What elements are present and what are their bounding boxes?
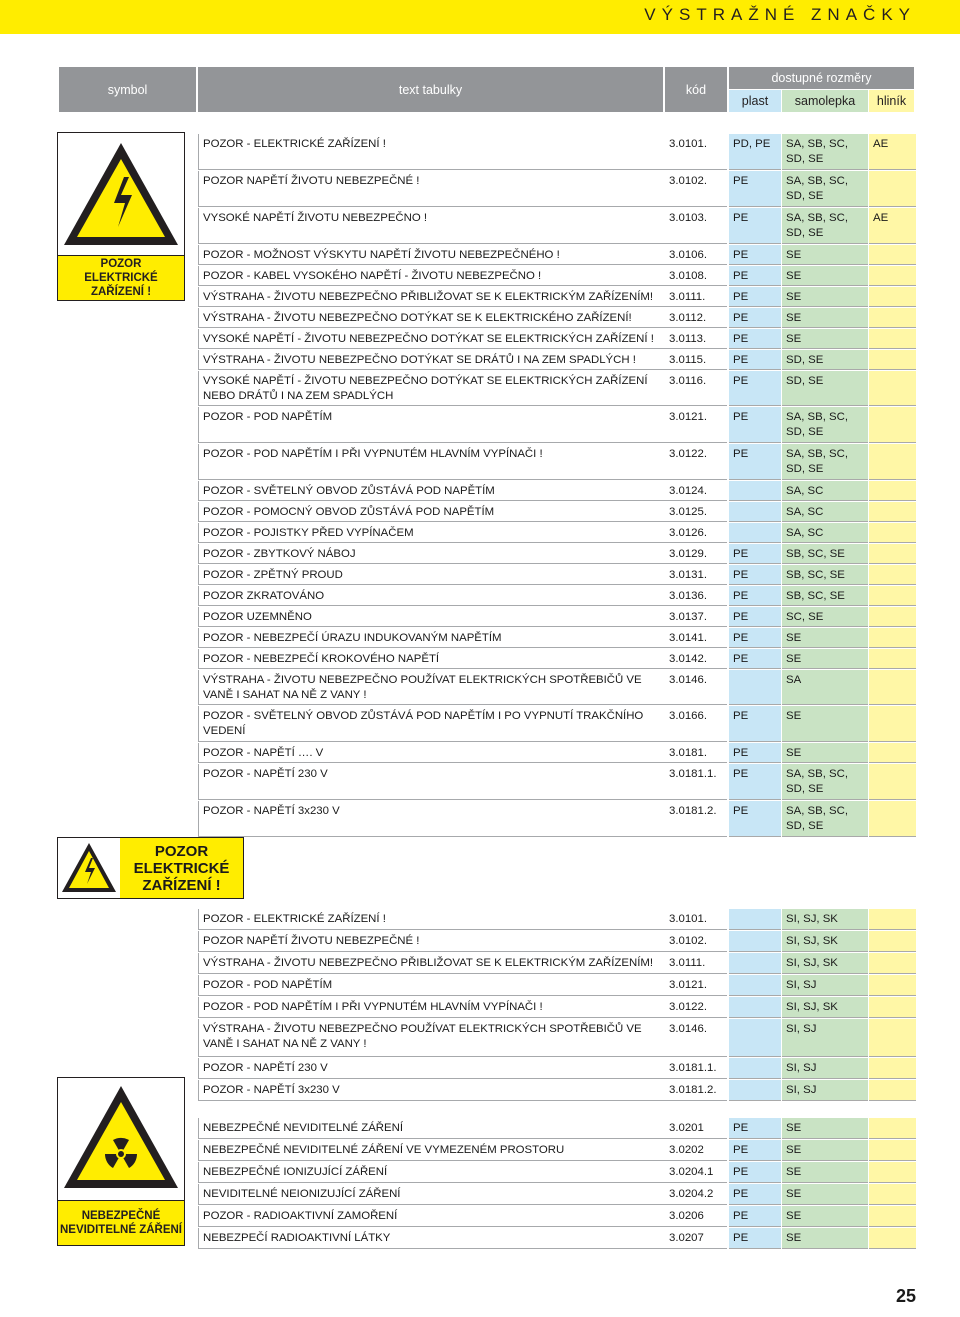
cell-plast: PE <box>729 743 781 763</box>
cell-text: POZOR - SVĚTELNÝ OBVOD ZŮSTÁVÁ POD NAPĚTÍM I PO VYPNUTÍ TRAKČNÍHO VEDENÍ <box>198 706 665 742</box>
cell-hlinik <box>869 266 916 286</box>
cell-hlinik <box>869 649 916 669</box>
cell-samolepka: SA, SC <box>782 481 868 501</box>
cell-hlinik <box>869 565 916 585</box>
cell-plast <box>729 481 781 501</box>
cell-samolepka: SD, SE <box>782 371 868 406</box>
table-row <box>198 997 916 1018</box>
cell-plast <box>729 670 781 705</box>
cell-hlinik <box>869 801 916 837</box>
cell-plast: PE <box>729 607 781 627</box>
cell-samolepka: SE <box>782 1228 868 1249</box>
cell-hlinik <box>869 308 916 328</box>
header-text-label: text tabulky <box>398 82 463 97</box>
table-row <box>198 350 916 370</box>
page-number: 25 <box>895 1286 916 1306</box>
cell-samolepka: SI, SJ, SK <box>782 909 868 930</box>
cell-code: 3.0121. <box>665 975 727 996</box>
cell-hlinik: AE <box>869 134 916 170</box>
cell-text: VYSOKÉ NAPĚTÍ - ŽIVOTU NEBEZPEČNO DOTÝKAT SE ELEKTRICKÝCH ZAŘÍZENÍ NEBO DRÁTŮ I NA ZEM SPADLÝCH <box>198 371 665 406</box>
cell-plast: PE <box>729 371 781 406</box>
table-row <box>198 544 916 564</box>
cell-plast: PE <box>729 764 781 800</box>
cell-hlinik <box>869 1019 916 1057</box>
sign2-line3: ZAŘÍZENÍ ! <box>142 876 221 894</box>
cell-text: POZOR NAPĚTÍ ŽIVOTU NEBEZPEČNÉ ! <box>198 931 665 952</box>
cell-samolepka: SI, SJ, SK <box>782 953 868 974</box>
cell-plast: PE <box>729 245 781 265</box>
cell-code: 3.0201 <box>665 1118 727 1139</box>
cell-text: POZOR - NAPĚTÍ 230 V <box>198 764 665 800</box>
table-row <box>198 1162 916 1183</box>
title-bar <box>0 0 960 34</box>
cell-samolepka: SA, SB, SC, SD, SE <box>782 801 868 837</box>
cell-code: 3.0121. <box>665 407 727 443</box>
cell-text: POZOR - MOŽNOST VÝSKYTU NAPĚTÍ ŽIVOTU NEBEZPEČNÉHO ! <box>198 245 665 265</box>
cell-hlinik <box>869 481 916 501</box>
cell-code: 3.0204.1 <box>665 1162 727 1183</box>
cell-code: 3.0124. <box>665 481 727 501</box>
cell-samolepka: SA, SB, SC, SD, SE <box>782 407 868 443</box>
cell-code: 3.0206 <box>665 1206 727 1227</box>
cell-samolepka: SE <box>782 649 868 669</box>
cell-plast <box>729 1058 781 1079</box>
cell-samolepka: SB, SC, SE <box>782 565 868 585</box>
cell-code: 3.0101. <box>665 909 727 930</box>
cell-code: 3.0136. <box>665 586 727 606</box>
table-row <box>198 329 916 349</box>
cell-hlinik <box>869 586 916 606</box>
cell-hlinik <box>869 1080 916 1101</box>
cell-samolepka: SE <box>782 1162 868 1183</box>
cell-code: 3.0108. <box>665 266 727 286</box>
header-text <box>198 67 663 112</box>
cell-text: POZOR NAPĚTÍ ŽIVOTU NEBEZPEČNÉ ! <box>198 171 665 207</box>
table-electrical-small <box>198 909 916 1102</box>
cell-code: 3.0181.2. <box>665 801 727 837</box>
cell-plast <box>729 931 781 952</box>
header-plast <box>729 90 781 112</box>
table-row <box>198 801 916 837</box>
table-row <box>198 287 916 307</box>
cell-code: 3.0111. <box>665 953 727 974</box>
cell-samolepka: SC, SE <box>782 607 868 627</box>
cell-code: 3.0115. <box>665 350 727 370</box>
cell-code: 3.0122. <box>665 444 727 480</box>
cell-hlinik <box>869 523 916 543</box>
table-row <box>198 743 916 763</box>
cell-code: 3.0106. <box>665 245 727 265</box>
sign-radiation <box>57 1077 185 1246</box>
table-row <box>198 502 916 522</box>
cell-code: 3.0131. <box>665 565 727 585</box>
cell-hlinik <box>869 245 916 265</box>
table-row <box>198 1140 916 1161</box>
table-row <box>198 245 916 265</box>
cell-samolepka: SE <box>782 706 868 742</box>
cell-samolepka: SI, SJ <box>782 1019 868 1057</box>
cell-hlinik <box>869 350 916 370</box>
cell-samolepka: SI, SJ <box>782 1058 868 1079</box>
table-row <box>198 706 916 742</box>
cell-plast <box>729 953 781 974</box>
header-samolepka-label: samolepka <box>794 94 856 108</box>
cell-hlinik <box>869 975 916 996</box>
cell-samolepka: SE <box>782 1140 868 1161</box>
cell-text: POZOR - POD NAPĚTÍM <box>198 975 665 996</box>
cell-text: VÝSTRAHA - ŽIVOTU NEBEZPEČNO POUŽÍVAT ELEKTRICKÝCH SPOTŘEBIČŮ VE VANĚ I SAHAT NA NĚ Z VANY ! <box>198 1019 665 1057</box>
cell-plast: PE <box>729 1184 781 1205</box>
sign3-line1: NEBEZPEČNÉ <box>81 1210 161 1222</box>
cell-text: POZOR - ZBYTKOVÝ NÁBOJ <box>198 544 665 564</box>
table-row <box>198 134 916 170</box>
cell-plast: PE <box>729 1162 781 1183</box>
cell-hlinik <box>869 371 916 406</box>
cell-samolepka: SA, SB, SC, SD, SE <box>782 208 868 244</box>
cell-plast <box>729 1019 781 1057</box>
cell-samolepka: SE <box>782 1118 868 1139</box>
sign1-line1: POZOR <box>100 258 142 270</box>
sign2-line1: POZOR <box>154 842 209 860</box>
cell-hlinik <box>869 931 916 952</box>
cell-hlinik <box>869 743 916 763</box>
header-code-label: kód <box>685 82 707 97</box>
table-row <box>198 670 916 705</box>
cell-samolepka: SA, SC <box>782 523 868 543</box>
header-sizes <box>729 67 914 89</box>
header-hlinik <box>869 90 914 112</box>
sign1-line2: ELEKTRICKÉ ZAŘÍZENÍ ! <box>84 272 158 298</box>
table-row <box>198 407 916 443</box>
cell-code: 3.0112. <box>665 308 727 328</box>
table-row <box>198 649 916 669</box>
table-row <box>198 1206 916 1227</box>
cell-text: POZOR - ZPĚTNÝ PROUD <box>198 565 665 585</box>
cell-code: 3.0102. <box>665 171 727 207</box>
cell-plast: PE <box>729 350 781 370</box>
cell-code: 3.0181.2. <box>665 1080 727 1101</box>
cell-plast <box>729 523 781 543</box>
cell-hlinik <box>869 953 916 974</box>
cell-text: VYSOKÉ NAPĚTÍ - ŽIVOTU NEBEZPEČNO DOTÝKAT SE ELEKTRICKÝCH ZAŘÍZENÍ ! <box>198 329 665 349</box>
sign2-line2: ELEKTRICKÉ <box>133 859 230 877</box>
header-samolepka <box>782 90 868 112</box>
cell-text: NEBEZPEČNÉ IONIZUJÍCÍ ZÁŘENÍ <box>198 1162 665 1183</box>
sign-electric-caption <box>58 255 184 300</box>
cell-plast: PE <box>729 1228 781 1249</box>
table-row <box>198 371 916 406</box>
cell-code: 3.0146. <box>665 670 727 705</box>
cell-samolepka: SA, SC <box>782 502 868 522</box>
cell-code: 3.0146. <box>665 1019 727 1057</box>
table-row <box>198 975 916 996</box>
cell-hlinik <box>869 1228 916 1249</box>
cell-samolepka: SE <box>782 308 868 328</box>
header-sizes-label: dostupné rozměry <box>771 71 872 85</box>
radiation-icon <box>58 1080 184 1200</box>
cell-text: NEBEZPEČNÉ NEVIDITELNÉ ZÁŘENÍ VE VYMEZENÉM PROSTORU <box>198 1140 665 1161</box>
cell-hlinik <box>869 287 916 307</box>
cell-code: 3.0116. <box>665 371 727 406</box>
table-row <box>198 1019 916 1057</box>
cell-plast <box>729 502 781 522</box>
cell-plast: PE <box>729 171 781 207</box>
table-row <box>198 764 916 800</box>
cell-hlinik <box>869 1140 916 1161</box>
cell-code: 3.0126. <box>665 523 727 543</box>
cell-samolepka: SE <box>782 628 868 648</box>
cell-hlinik: AE <box>869 208 916 244</box>
cell-plast <box>729 997 781 1018</box>
cell-hlinik <box>869 544 916 564</box>
cell-samolepka: SB, SC, SE <box>782 586 868 606</box>
cell-plast: PE <box>729 586 781 606</box>
table-electrical <box>198 134 916 838</box>
cell-text: VÝSTRAHA - ŽIVOTU NEBEZPEČNO DOTÝKAT SE DRÁTŮ I NA ZEM SPADLÝCH ! <box>198 350 665 370</box>
cell-samolepka: SA, SB, SC, SD, SE <box>782 171 868 207</box>
cell-plast <box>729 1080 781 1101</box>
cell-plast: PE <box>729 287 781 307</box>
cell-samolepka: SD, SE <box>782 350 868 370</box>
table-row <box>198 523 916 543</box>
cell-code: 3.0101. <box>665 134 727 170</box>
sign3-line2: NEVIDITELNÉ ZÁŘENÍ <box>59 1224 183 1236</box>
cell-hlinik <box>869 607 916 627</box>
cell-text: VÝSTRAHA - ŽIVOTU NEBEZPEČNO PŘIBLIŽOVAT SE K ELEKTRICKÝM ZAŘÍZENÍM! <box>198 287 665 307</box>
cell-hlinik <box>869 444 916 480</box>
cell-text: POZOR - NEBEZPEČÍ ÚRAZU INDUKOVANÝM NAPĚTÍM <box>198 628 665 648</box>
cell-text: POZOR - NAPĚTÍ 230 V <box>198 1058 665 1079</box>
cell-hlinik <box>869 1118 916 1139</box>
cell-plast: PE <box>729 308 781 328</box>
cell-code: 3.0137. <box>665 607 727 627</box>
cell-code: 3.0122. <box>665 997 727 1018</box>
cell-samolepka: SI, SJ <box>782 1080 868 1101</box>
cell-samolepka: SE <box>782 287 868 307</box>
cell-samolepka: SE <box>782 329 868 349</box>
cell-plast: PE <box>729 649 781 669</box>
page-title: VÝSTRAŽNÉ ZNAČKY <box>644 5 916 24</box>
sign-electric-horizontal <box>57 837 244 899</box>
cell-plast: PE <box>729 1206 781 1227</box>
cell-plast: PE <box>729 329 781 349</box>
cell-samolepka: SI, SJ, SK <box>782 997 868 1018</box>
cell-hlinik <box>869 502 916 522</box>
table-row <box>198 1080 916 1101</box>
cell-code: 3.0125. <box>665 502 727 522</box>
cell-hlinik <box>869 1162 916 1183</box>
cell-hlinik <box>869 1058 916 1079</box>
cell-text: POZOR - POD NAPĚTÍM <box>198 407 665 443</box>
cell-code: 3.0181.1. <box>665 764 727 800</box>
cell-text: POZOR - KABEL VYSOKÉHO NAPĚTÍ - ŽIVOTU NEBEZPEČNO ! <box>198 266 665 286</box>
cell-samolepka: SI, SJ <box>782 975 868 996</box>
cell-samolepka: SE <box>782 1206 868 1227</box>
cell-hlinik <box>869 670 916 705</box>
cell-plast: PE <box>729 208 781 244</box>
table-row <box>198 1118 916 1139</box>
table-row <box>198 208 916 244</box>
high-voltage-icon <box>58 137 184 257</box>
cell-plast: PE <box>729 628 781 648</box>
table-row <box>198 628 916 648</box>
header-symbol <box>59 67 196 112</box>
cell-text: NEVIDITELNÉ NEIONIZUJÍCÍ ZÁŘENÍ <box>198 1184 665 1205</box>
cell-code: 3.0181. <box>665 743 727 763</box>
cell-code: 3.0181.1. <box>665 1058 727 1079</box>
table-radiation <box>198 1118 916 1250</box>
cell-text: POZOR ZKRATOVÁNO <box>198 586 665 606</box>
header-hlinik-label: hliník <box>876 94 907 108</box>
header-plast-label: plast <box>741 94 769 108</box>
cell-text: POZOR - NEBEZPEČÍ KROKOVÉHO NAPĚTÍ <box>198 649 665 669</box>
cell-samolepka: SA, SB, SC, SD, SE <box>782 134 868 170</box>
cell-hlinik <box>869 706 916 742</box>
cell-code: 3.0142. <box>665 649 727 669</box>
table-row <box>198 308 916 328</box>
cell-text: POZOR - NAPĚTÍ 3x230 V <box>198 801 665 837</box>
header-symbol-label: symbol <box>107 82 148 97</box>
table-row <box>198 607 916 627</box>
cell-plast: PE <box>729 706 781 742</box>
cell-hlinik <box>869 1206 916 1227</box>
cell-text: POZOR - SVĚTELNÝ OBVOD ZŮSTÁVÁ POD NAPĚTÍM <box>198 481 665 501</box>
cell-text: VÝSTRAHA - ŽIVOTU NEBEZPEČNO POUŽÍVAT ELEKTRICKÝCH SPOTŘEBIČŮ VE VANĚ I SAHAT NA NĚ Z VANY ! <box>198 670 665 705</box>
sign2-caption <box>120 838 243 898</box>
cell-plast: PE <box>729 801 781 837</box>
cell-plast: PE <box>729 544 781 564</box>
table-row <box>198 1058 916 1079</box>
table-row <box>198 931 916 952</box>
cell-code: 3.0113. <box>665 329 727 349</box>
cell-code: 3.0102. <box>665 931 727 952</box>
cell-text: NEBEZPEČNÉ NEVIDITELNÉ ZÁŘENÍ <box>198 1118 665 1139</box>
table-row <box>198 1184 916 1205</box>
cell-samolepka: SE <box>782 1184 868 1205</box>
cell-hlinik <box>869 764 916 800</box>
cell-samolepka: SA <box>782 670 868 705</box>
cell-hlinik <box>869 1184 916 1205</box>
cell-code: 3.0207 <box>665 1228 727 1249</box>
table-row <box>198 565 916 585</box>
table-row <box>198 1228 916 1249</box>
cell-text: VÝSTRAHA - ŽIVOTU NEBEZPEČNO DOTÝKAT SE K ELEKTRICKÉHO ZAŘÍZENÍ! <box>198 308 665 328</box>
cell-text: POZOR - NAPĚTÍ 3x230 V <box>198 1080 665 1101</box>
cell-text: NEBEZPEČÍ RADIOAKTIVNÍ LÁTKY <box>198 1228 665 1249</box>
cell-text: VYSOKÉ NAPĚTÍ ŽIVOTU NEBEZPEČNO ! <box>198 208 665 244</box>
cell-hlinik <box>869 407 916 443</box>
cell-text: POZOR - ELEKTRICKÉ ZAŘÍZENÍ ! <box>198 134 665 170</box>
cell-code: 3.0141. <box>665 628 727 648</box>
table-row <box>198 953 916 974</box>
cell-code: 3.0166. <box>665 706 727 742</box>
cell-text: POZOR - POD NAPĚTÍM I PŘI VYPNUTÉM HLAVNÍM VYPÍNAČI ! <box>198 997 665 1018</box>
table-row <box>198 481 916 501</box>
cell-text: POZOR - ELEKTRICKÉ ZAŘÍZENÍ ! <box>198 909 665 930</box>
cell-samolepka: SA, SB, SC, SD, SE <box>782 764 868 800</box>
sign-radiation-caption <box>58 1200 184 1245</box>
cell-text: POZOR - POMOCNÝ OBVOD ZŮSTÁVÁ POD NAPĚTÍM <box>198 502 665 522</box>
cell-text: POZOR UZEMNĚNO <box>198 607 665 627</box>
cell-text: VÝSTRAHA - ŽIVOTU NEBEZPEČNO PŘIBLIŽOVAT SE K ELEKTRICKÝM ZAŘÍZENÍM! <box>198 953 665 974</box>
cell-code: 3.0204.2 <box>665 1184 727 1205</box>
cell-text: POZOR - RADIOAKTIVNÍ ZAMOŘENÍ <box>198 1206 665 1227</box>
table-row <box>198 444 916 480</box>
cell-text: POZOR - POD NAPĚTÍM I PŘI VYPNUTÉM HLAVNÍM VYPÍNAČI ! <box>198 444 665 480</box>
cell-plast: PE <box>729 1118 781 1139</box>
cell-plast: PD, PE <box>729 134 781 170</box>
cell-plast <box>729 975 781 996</box>
cell-samolepka: SE <box>782 245 868 265</box>
cell-plast <box>729 909 781 930</box>
cell-hlinik <box>869 329 916 349</box>
cell-samolepka: SB, SC, SE <box>782 544 868 564</box>
cell-samolepka: SI, SJ, SK <box>782 931 868 952</box>
high-voltage-icon <box>58 838 120 898</box>
cell-hlinik <box>869 909 916 930</box>
cell-samolepka: SE <box>782 266 868 286</box>
cell-code: 3.0103. <box>665 208 727 244</box>
sign2-symbol-area <box>58 838 120 898</box>
cell-code: 3.0129. <box>665 544 727 564</box>
sign-electric-hazard <box>57 132 185 301</box>
cell-plast: PE <box>729 407 781 443</box>
table-row <box>198 586 916 606</box>
cell-text: POZOR - NAPĚTÍ …. V <box>198 743 665 763</box>
cell-hlinik <box>869 997 916 1018</box>
cell-samolepka: SE <box>782 743 868 763</box>
cell-plast: PE <box>729 266 781 286</box>
cell-code: 3.0202 <box>665 1140 727 1161</box>
cell-text: POZOR - POJISTKY PŘED VYPÍNAČEM <box>198 523 665 543</box>
cell-code: 3.0111. <box>665 287 727 307</box>
table-row <box>198 909 916 930</box>
cell-plast: PE <box>729 565 781 585</box>
cell-samolepka: SA, SB, SC, SD, SE <box>782 444 868 480</box>
cell-hlinik <box>869 628 916 648</box>
header-code <box>665 67 727 112</box>
table-row <box>198 266 916 286</box>
cell-hlinik <box>869 171 916 207</box>
table-row <box>198 171 916 207</box>
cell-plast: PE <box>729 444 781 480</box>
cell-plast: PE <box>729 1140 781 1161</box>
